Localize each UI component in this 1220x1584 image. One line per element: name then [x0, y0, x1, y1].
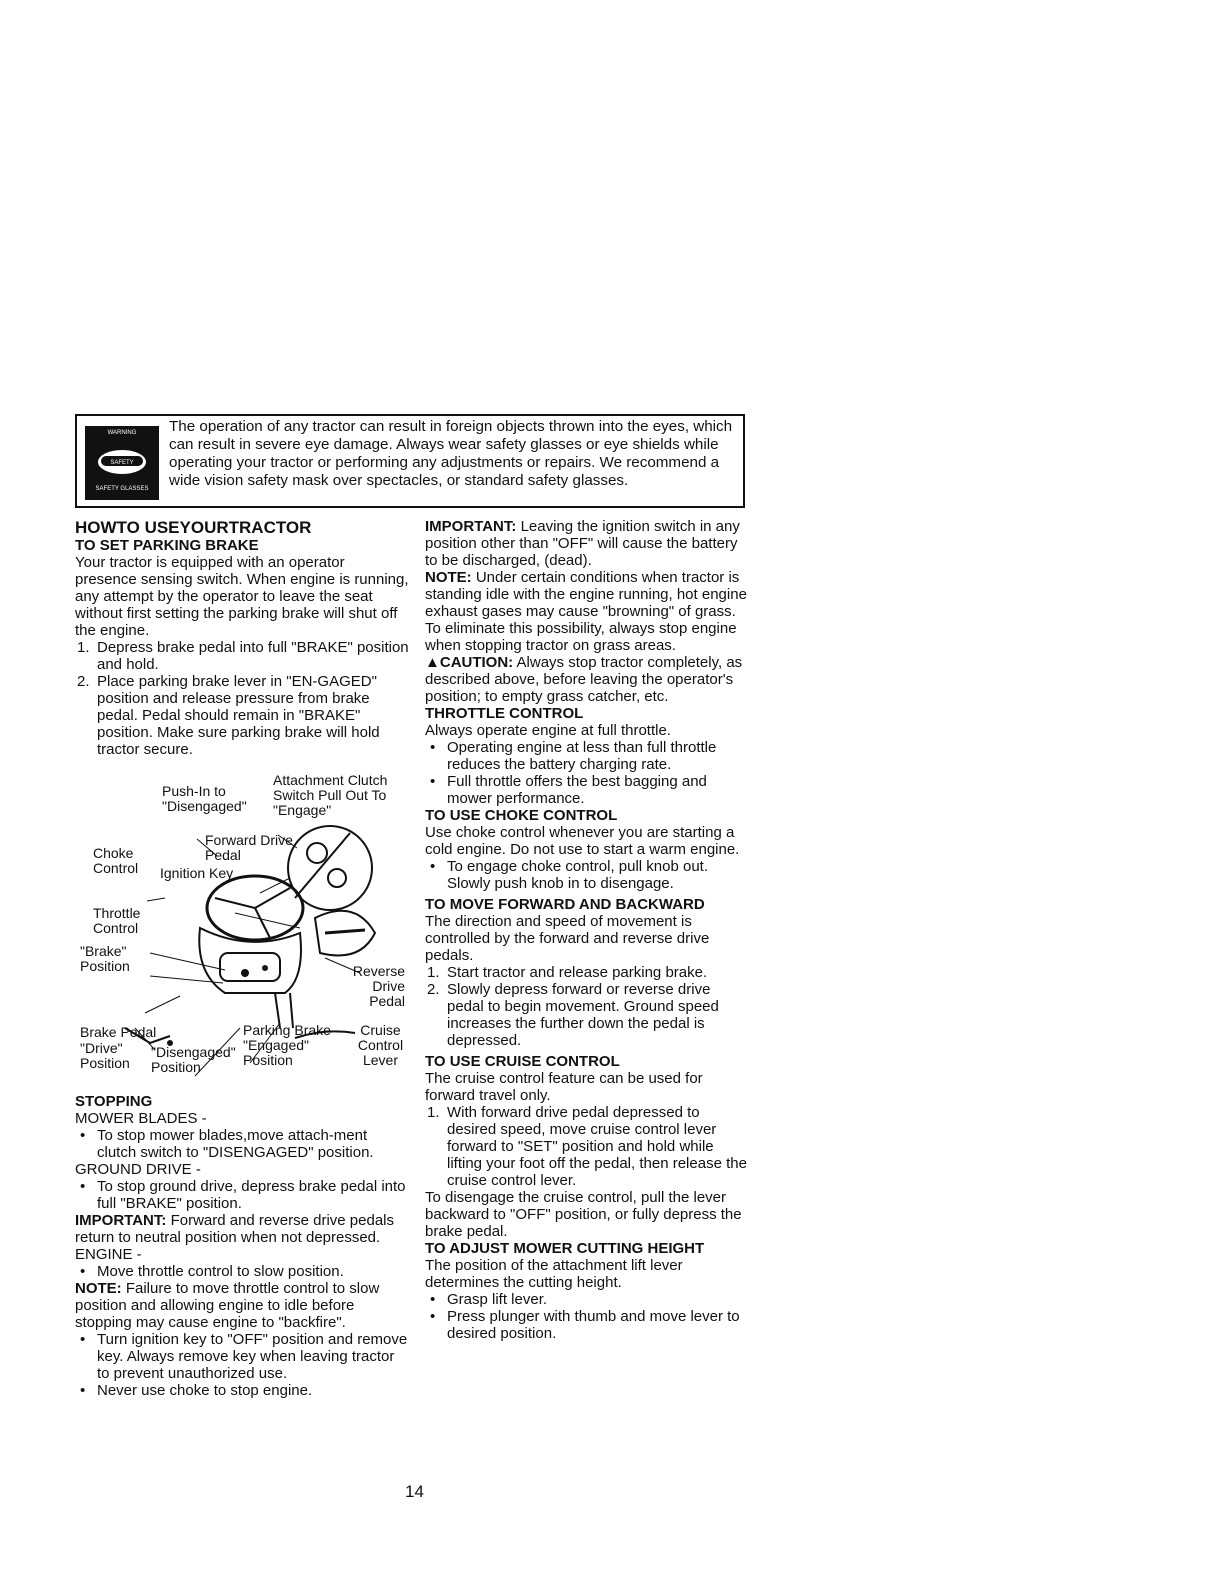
cruise-text: The cruise control feature can be used for forward travel only.: [425, 1070, 703, 1104]
choke-heading: TO USE CHOKE CONTROL: [425, 807, 618, 824]
icon-label-bottom: SAFETY GLASSES: [95, 486, 149, 492]
ground-heading: GROUND DRIVE -: [75, 1161, 201, 1178]
mower-list: [75, 1127, 410, 1161]
icon-label-top: WARNING: [107, 430, 137, 436]
eye-safety-warning: [75, 414, 745, 508]
stopping-heading: STOPPING: [75, 1093, 153, 1110]
mower-heading: MOWER BLADES -: [75, 1110, 207, 1127]
tractor-controls-diagram: [75, 758, 410, 1093]
cruise-steps: [425, 1104, 750, 1189]
parking-step: 2. Place parking brake lever in "EN-GAGED" position and release pressure from brake pedal. Pedal should remain in "BRAKE" position. Make sure parking brake will hold tractor secure.: [77, 673, 380, 758]
label-disengaged-position: "Disengaged" Position: [151, 1044, 236, 1075]
caution-note: ▲CAUTION: Always stop tractor completely, as described above, before leaving the operator's position; to empty grass catcher, etc.: [425, 654, 743, 705]
left-column: [75, 518, 410, 1399]
ground-bullet: • To stop ground drive, depress brake pedal into full "BRAKE" position.: [80, 1178, 406, 1212]
engine-list-2: [75, 1331, 410, 1399]
label-push-in: Push-In to "Disengaged": [162, 783, 247, 814]
safety-glasses-icon: [85, 426, 159, 500]
height-text: The position of the attachment lift lever determines the cutting height.: [425, 1257, 683, 1291]
exhaust-note: NOTE: Under certain conditions when tractor is standing idle with the engine running, hot engine exhaust gases may cause "browning" of grass. To eliminate this possibility, always stop engine when stopping tractor on grass areas.: [425, 569, 747, 654]
label-reverse-pedal: Reverse Drive Pedal: [352, 963, 405, 1009]
svg-text:SAFETY: SAFETY: [110, 460, 134, 466]
choke-text: Use choke control whenever you are starting a cold engine. Do not use to start a warm engine.: [425, 824, 740, 858]
ignition-important: IMPORTANT: Leaving the ignition switch in any position other than "OFF" will cause the battery to be discharged, (dead).: [425, 518, 740, 569]
label-throttle: Throttle Control: [93, 905, 141, 936]
label-parking-brake: Parking Brake "Engaged" Position: [243, 1022, 331, 1068]
section-title: HOWTO USEYOURTRACTOR: [75, 518, 312, 537]
important-note: IMPORTANT: Forward and reverse drive pedals return to neutral position when not depressed.: [75, 1212, 395, 1246]
height-list: [425, 1291, 750, 1342]
parking-heading: TO SET PARKING BRAKE: [75, 537, 259, 554]
throttle-bullet: • Operating engine at less than full throttle reduces the battery charging rate.: [430, 739, 717, 773]
choke-bullet: • To engage choke control, pull knob out. Slowly push knob in to disengage.: [430, 858, 709, 892]
move-text: The direction and speed of movement is controlled by the forward and reverse drive pedals.: [425, 913, 710, 964]
label-ignition: Ignition Key: [160, 865, 234, 881]
throttle-bullet: • Full throttle offers the best bagging and mower performance.: [430, 773, 707, 807]
cruise-step: 1. With forward drive pedal depressed to desired speed, move cruise control lever forward to "SET" position and hold while lifting your foot off the pedal, then release the cruise control lever.: [427, 1104, 747, 1189]
engine-note: NOTE: Failure to move throttle control to slow position and allowing engine to idle before stopping may cause engine to "backfire".: [75, 1280, 380, 1331]
caution-icon: ▲: [425, 654, 440, 671]
parking-steps: [75, 639, 410, 758]
label-drive-position: "Drive" Position: [80, 1040, 130, 1071]
cruise-heading: TO USE CRUISE CONTROL: [425, 1053, 620, 1070]
label-cruise: Cruise Control Lever: [357, 1022, 404, 1068]
label-attachment-clutch: Attachment Clutch Switch Pull Out To "Engage": [273, 772, 388, 818]
engine-heading: ENGINE -: [75, 1246, 142, 1263]
throttle-list: [425, 739, 750, 807]
throttle-text: Always operate engine at full throttle.: [425, 722, 671, 739]
throttle-heading: THROTTLE CONTROL: [425, 705, 584, 722]
height-bullet: • Press plunger with thumb and move lever to desired position.: [430, 1308, 740, 1342]
parking-intro: Your tractor is equipped with an operator presence sensing switch. When engine is running, any attempt by the operator to leave the seat without first setting the parking brake will shut off the engine.: [75, 554, 409, 639]
choke-list: [425, 858, 750, 892]
warning-text: The operation of any tractor can result in foreign objects thrown into the eyes, which can result in severe eye damage. Always wear safety glasses or eye shields while operating your tractor or performing any adjustments or repairs. We recommend a wide vision safety mask over spectacles, or standard safety glasses.: [169, 418, 733, 489]
ground-list: [75, 1178, 410, 1212]
height-bullet: • Grasp lift lever.: [430, 1291, 548, 1308]
label-brake-pedal: Brake Pedal: [80, 1024, 157, 1040]
label-brake-position: "Brake" Position: [80, 943, 130, 974]
engine-bullet: • Turn ignition key to "OFF" position and remove key. Always remove key when leaving tractor to prevent unauthorized use.: [80, 1331, 408, 1382]
label-forward-pedal: Forward Drive Pedal: [205, 832, 293, 863]
move-step: 1. Start tractor and release parking brake.: [427, 964, 708, 981]
engine-bullet: • Move throttle control to slow position.: [80, 1263, 344, 1280]
cruise-after: To disengage the cruise control, pull the lever backward to "OFF" position, or fully depress the brake pedal.: [425, 1189, 742, 1240]
engine-list: [75, 1263, 410, 1280]
move-step: 2. Slowly depress forward or reverse drive pedal to begin movement. Ground speed increases the further down the pedal is depressed.: [427, 981, 719, 1049]
mower-bullet: • To stop mower blades,move attach-ment clutch switch to "DISENGAGED" position.: [80, 1127, 374, 1161]
page-number: 14: [405, 1482, 424, 1501]
move-steps: [425, 964, 750, 1049]
height-heading: TO ADJUST MOWER CUTTING HEIGHT: [425, 1240, 705, 1257]
label-choke: Choke Control: [93, 845, 139, 876]
right-column: [425, 518, 750, 1342]
move-heading: TO MOVE FORWARD AND BACKWARD: [425, 896, 705, 913]
engine-bullet: • Never use choke to stop engine.: [80, 1382, 313, 1399]
parking-step: 1. Depress brake pedal into full "BRAKE" position and hold.: [77, 639, 409, 673]
